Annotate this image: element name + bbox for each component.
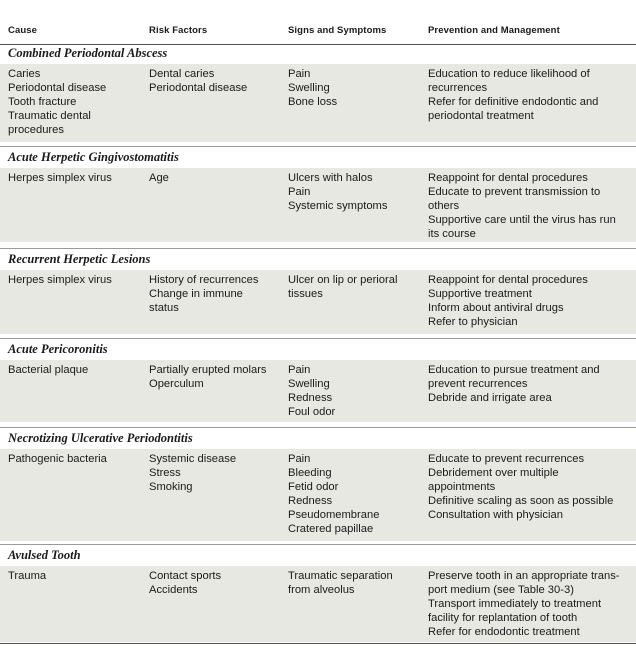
cell-line: Educate to prevent transmission to	[428, 186, 601, 198]
cell-line: Bleeding	[288, 467, 332, 479]
section-title: Combined Periodontal Abscess	[8, 46, 168, 60]
cell-line: Bacterial plaque	[8, 364, 89, 376]
header-cause: Cause	[8, 25, 38, 36]
cell-cause	[8, 273, 112, 287]
cell-line: Dental caries	[149, 68, 215, 80]
cell-line: Accidents	[149, 584, 198, 596]
cell-line: Systemic disease	[149, 453, 237, 465]
section-title: Necrotizing Ulcerative Periodontitis	[8, 431, 193, 445]
cell-cause	[8, 363, 88, 377]
cell-risk-factors	[149, 569, 221, 597]
section-divider	[0, 544, 636, 545]
cell-line: Supportive treatment	[428, 288, 532, 300]
section-divider	[0, 146, 636, 147]
section-title: Acute Pericoronitis	[8, 342, 108, 356]
cell-line: Age	[149, 172, 169, 184]
cell-line: Cratered papillae	[288, 523, 374, 535]
cell-line: Operculum	[149, 378, 204, 390]
cell-line: Herpes simplex virus	[8, 274, 112, 286]
cell-line: Periodontal disease	[8, 82, 107, 94]
cell-line: Caries	[8, 68, 41, 80]
cell-line: Ulcer on lip or perioral	[288, 274, 398, 286]
cell-line: Debridement over multiple	[428, 467, 559, 479]
cell-line: periodontal treatment	[428, 110, 534, 122]
cell-line: Refer to physician	[428, 316, 518, 328]
cell-line: Stress	[149, 467, 181, 479]
cell-line: Refer for endodontic treatment	[428, 626, 580, 638]
cell-cause	[8, 171, 112, 185]
cell-signs-symptoms	[288, 171, 387, 213]
table-header	[0, 0, 636, 45]
cell-line: Reappoint for dental procedures	[428, 274, 588, 286]
cell-line: port medium (see Table 30-3)	[428, 584, 574, 596]
cell-line: Supportive care until the virus has run	[428, 214, 616, 226]
cell-signs-symptoms	[288, 569, 393, 597]
cell-line: its course	[428, 228, 476, 240]
cell-line: Trauma	[8, 570, 47, 582]
cell-cause	[8, 452, 107, 466]
cell-line: Education to reduce likelihood of	[428, 68, 590, 80]
cell-prevention-management	[428, 452, 613, 522]
cell-prevention-management	[428, 363, 600, 405]
cell-line: Pathogenic bacteria	[8, 453, 107, 465]
cell-line: Refer for definitive endodontic and	[428, 96, 599, 108]
cell-line: from alveolus	[288, 584, 355, 596]
cell-line: Definitive scaling as soon as possible	[428, 495, 614, 507]
cell-line: Tooth fracture	[8, 96, 77, 108]
section-divider	[0, 248, 636, 249]
cell-line: others	[428, 200, 460, 212]
cell-cause	[8, 569, 46, 583]
header-risk-factors: Risk Factors	[149, 25, 208, 36]
header-prevention-management: Prevention and Management	[428, 25, 560, 36]
cell-signs-symptoms	[288, 273, 397, 301]
cell-line: Pseudomembrane	[288, 509, 380, 521]
cell-risk-factors	[149, 67, 247, 95]
cell-line: Smoking	[149, 481, 193, 493]
section-title: Acute Herpetic Gingivostomatitis	[8, 150, 179, 164]
cell-line: Change in immune	[149, 288, 243, 300]
cell-line: tissues	[288, 288, 323, 300]
cell-risk-factors	[149, 452, 236, 494]
cell-line: procedures	[8, 124, 64, 136]
cell-cause	[8, 67, 106, 137]
cell-line: Educate to prevent recurrences	[428, 453, 585, 465]
section-title: Avulsed Tooth	[8, 548, 81, 562]
cell-signs-symptoms	[288, 452, 379, 536]
cell-line: appointments	[428, 481, 496, 493]
cell-line: Fetid odor	[288, 481, 339, 493]
header-signs-symptoms: Signs and Symptoms	[288, 25, 387, 36]
cell-risk-factors	[149, 171, 169, 185]
cell-line: Foul odor	[288, 406, 336, 418]
cell-signs-symptoms	[288, 363, 335, 419]
section-divider	[0, 338, 636, 339]
cell-line: History of recurrences	[149, 274, 259, 286]
cell-line: Traumatic dental	[8, 110, 91, 122]
section-divider	[0, 427, 636, 428]
cell-prevention-management	[428, 67, 598, 123]
cell-risk-factors	[149, 363, 267, 391]
cell-signs-symptoms	[288, 67, 337, 109]
cell-line: recurrences	[428, 82, 488, 94]
cell-line: Pain	[288, 364, 311, 376]
cell-risk-factors	[149, 273, 258, 315]
cell-prevention-management	[428, 273, 588, 329]
cell-line: Consultation with physician	[428, 509, 563, 521]
cell-line: Partially erupted molars	[149, 364, 267, 376]
cell-line: Herpes simplex virus	[8, 172, 112, 184]
cell-line: Reappoint for dental procedures	[428, 172, 588, 184]
cell-line: Bone loss	[288, 96, 338, 108]
cell-line: Systemic symptoms	[288, 200, 388, 212]
cell-line: Periodontal disease	[149, 82, 248, 94]
cell-line: Pain	[288, 68, 311, 80]
cell-line: Contact sports	[149, 570, 222, 582]
cell-line: Pain	[288, 186, 311, 198]
cell-line: Redness	[288, 495, 333, 507]
cell-line: Transport immediately to treatment	[428, 598, 602, 610]
cell-line: Swelling	[288, 378, 330, 390]
cell-line: Ulcers with halos	[288, 172, 373, 184]
cell-line: Swelling	[288, 82, 330, 94]
cell-line: Traumatic separation	[288, 570, 393, 582]
cell-prevention-management	[428, 171, 616, 241]
section-title: Recurrent Herpetic Lesions	[8, 252, 151, 266]
cell-line: facility for replantation of tooth	[428, 612, 578, 624]
cell-line: status	[149, 302, 179, 314]
cell-line: Preserve tooth in an appropriate trans-	[428, 570, 620, 582]
cell-line: Redness	[288, 392, 333, 404]
cell-prevention-management	[428, 569, 620, 639]
cell-line: Inform about antiviral drugs	[428, 302, 564, 314]
table-bottom-rule	[0, 643, 636, 644]
cell-line: Education to pursue treatment and	[428, 364, 600, 376]
cell-line: prevent recurrences	[428, 378, 528, 390]
cell-line: Pain	[288, 453, 311, 465]
cell-line: Debride and irrigate area	[428, 392, 552, 404]
